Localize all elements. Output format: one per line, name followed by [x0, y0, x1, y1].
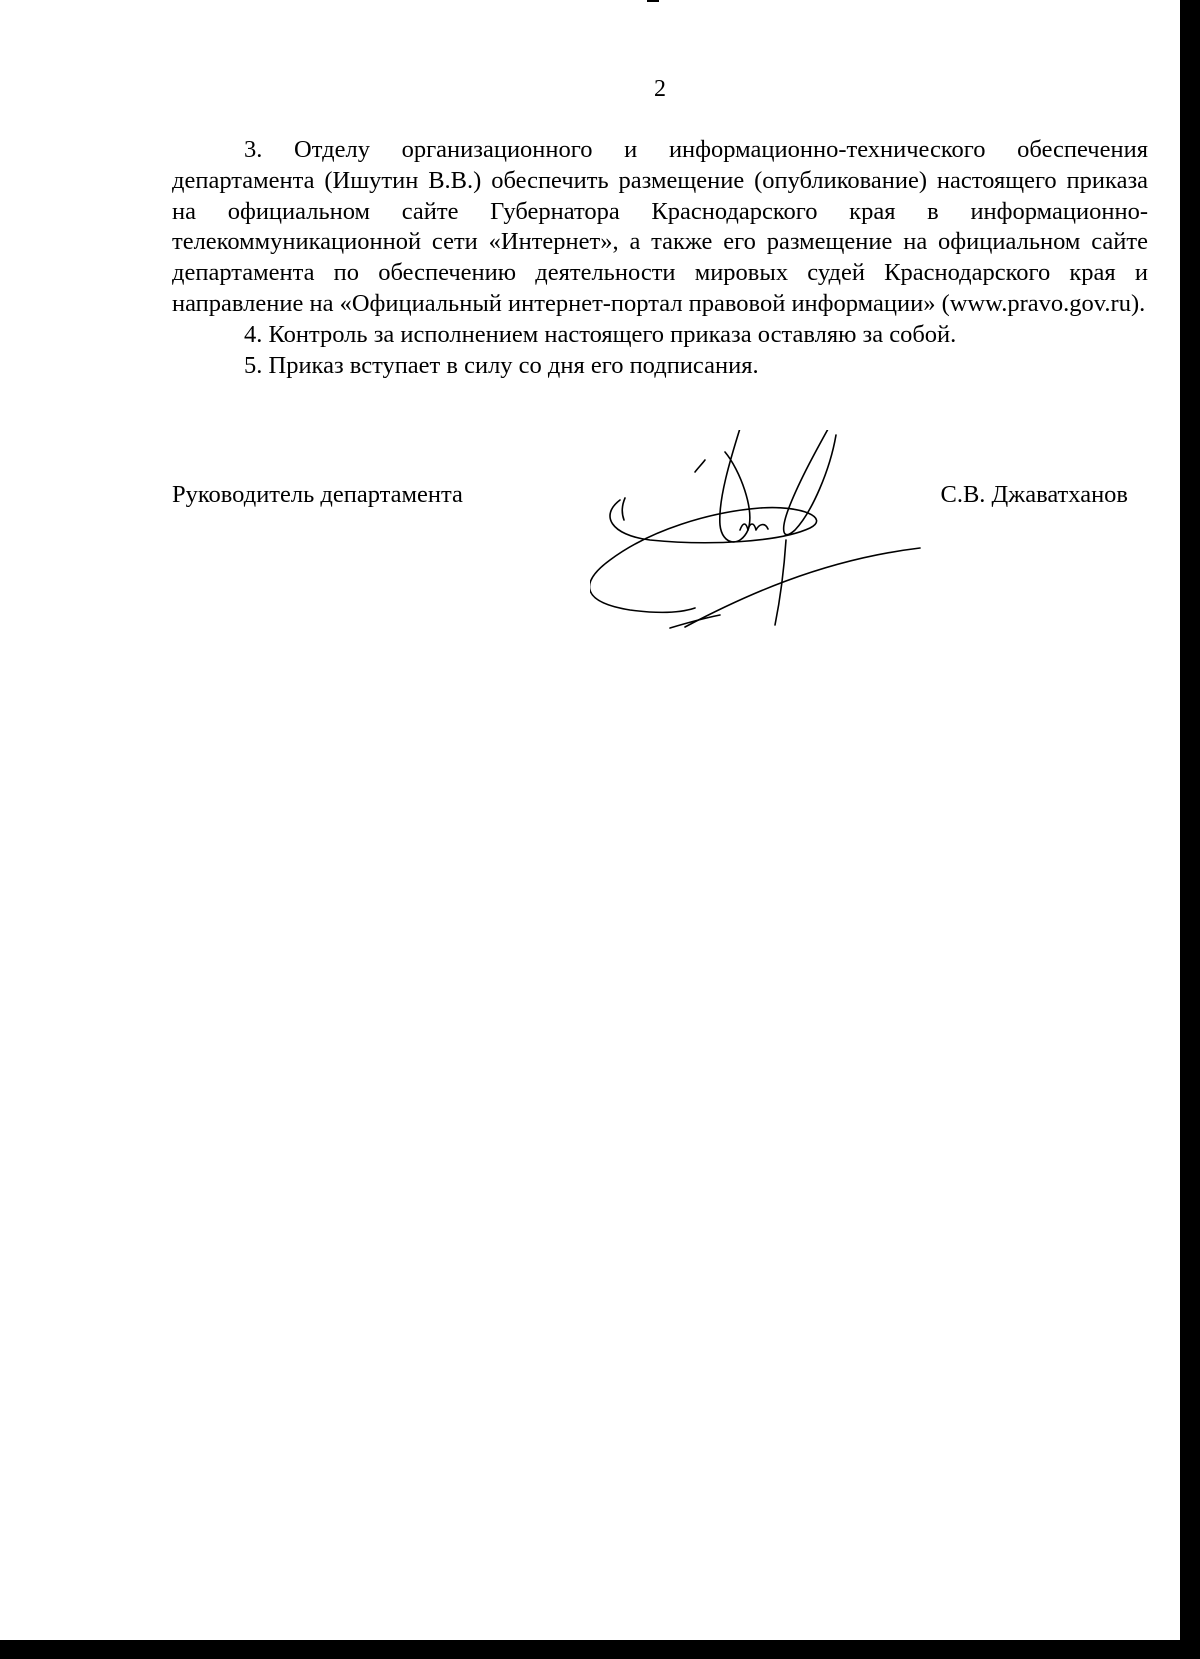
scan-border-bottom: [0, 1640, 1200, 1659]
scan-border-right: [1180, 0, 1200, 1659]
handwritten-signature: [590, 430, 950, 650]
signer-name: С.В. Джаватханов: [940, 481, 1128, 508]
paragraph-4: 4. Контроль за исполнением настоящего приказа оставляю за собой.: [244, 320, 957, 348]
signer-title: Руководитель департамента: [172, 481, 463, 508]
document-body: [172, 135, 1148, 381]
page-number: 2: [654, 76, 666, 102]
paragraph-5: 5. Приказ вступает в силу со дня его подписания.: [244, 351, 759, 379]
paragraph-3: 3. Отделу организационного и информационно-технического обеспечения департамента (Ишутин В.В.) обеспечить размещение (опубликование) настоящего приказа на официальном сайте Губернатора Краснодарского края в информационно-телекоммуникационной сети «Интернет», а также его размещение на официальном сайте департамента по обеспечению деятельности мировых судей Краснодарского края и направление на «Официальный интернет-портал правовой информации» (www.pravo.gov.ru).: [172, 136, 1148, 317]
scan-mark: [647, 0, 659, 2]
